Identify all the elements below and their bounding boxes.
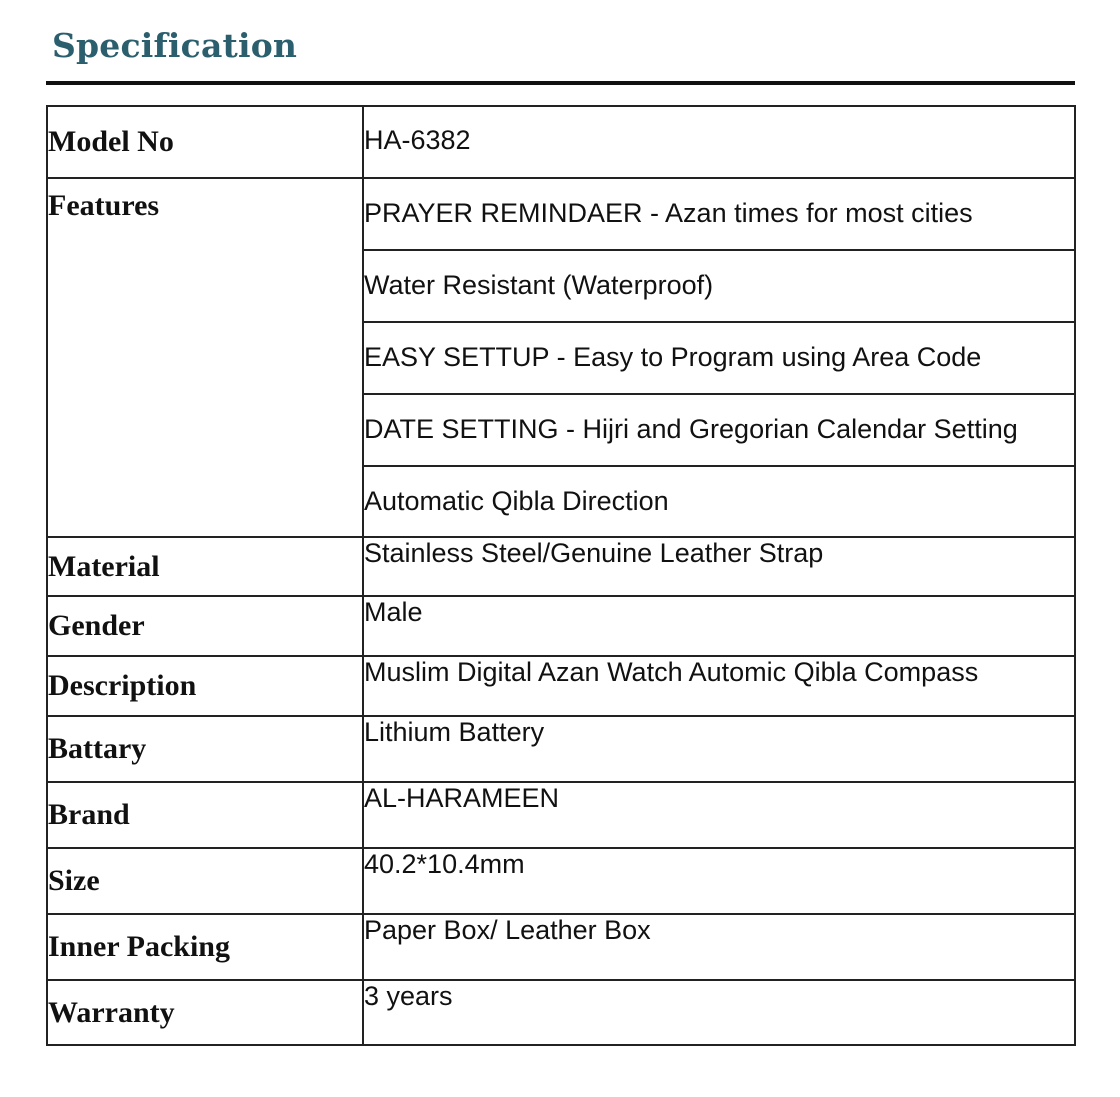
- feature-item: Automatic Qibla Direction: [363, 466, 1075, 537]
- features-label: Features: [47, 178, 363, 537]
- table-row-model-no: [47, 106, 1075, 178]
- model-no-value: HA-6382: [363, 106, 1075, 178]
- model-no-label: Model No: [47, 106, 363, 178]
- feature-item: EASY SETTUP - Easy to Program using Area Code: [363, 322, 1075, 394]
- battery-label: Battary: [47, 716, 363, 782]
- table-row-warranty: [47, 980, 1075, 1045]
- table-row-description: [47, 656, 1075, 716]
- table-row-gender: [47, 596, 1075, 656]
- size-value: 40.2*10.4mm: [363, 848, 1075, 914]
- size-label: Size: [47, 848, 363, 914]
- inner-packing-label: Inner Packing: [47, 914, 363, 980]
- feature-item: DATE SETTING - Hijri and Gregorian Calendar Setting: [363, 394, 1075, 466]
- description-label: Description: [47, 656, 363, 716]
- feature-item: PRAYER REMINDAER - Azan times for most cities: [363, 178, 1075, 250]
- material-value: Stainless Steel/Genuine Leather Strap: [363, 537, 1075, 596]
- inner-packing-value: Paper Box/ Leather Box: [363, 914, 1075, 980]
- page-title: Specification: [52, 26, 298, 65]
- feature-item: Water Resistant (Waterproof): [363, 250, 1075, 322]
- specification-table: [46, 105, 1076, 1046]
- title-divider: [46, 81, 1075, 85]
- brand-value: AL-HARAMEEN: [363, 782, 1075, 848]
- gender-value: Male: [363, 596, 1075, 656]
- battery-value: Lithium Battery: [363, 716, 1075, 782]
- brand-label: Brand: [47, 782, 363, 848]
- table-row-material: [47, 537, 1075, 596]
- table-row-features: [47, 178, 1075, 250]
- gender-label: Gender: [47, 596, 363, 656]
- table-row-inner-packing: [47, 914, 1075, 980]
- warranty-label: Warranty: [47, 980, 363, 1045]
- material-label: Material: [47, 537, 363, 596]
- description-value: Muslim Digital Azan Watch Automic Qibla Compass: [363, 656, 1075, 716]
- table-row-size: [47, 848, 1075, 914]
- warranty-value: 3 years: [363, 980, 1075, 1045]
- table-row-battery: [47, 716, 1075, 782]
- table-row-brand: [47, 782, 1075, 848]
